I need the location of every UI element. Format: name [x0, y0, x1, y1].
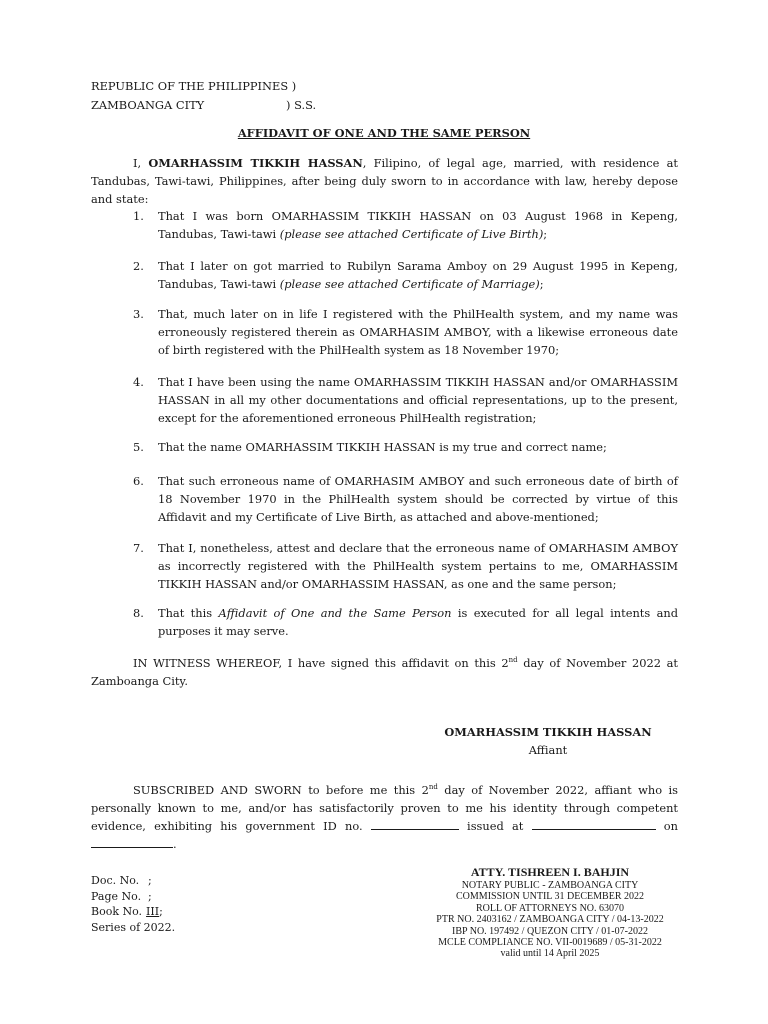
- issued-at-blank: [532, 817, 656, 830]
- intro-paragraph: [91, 154, 678, 208]
- affiant-label: Affiant: [528, 743, 568, 757]
- item-number: 8.: [133, 606, 144, 620]
- list-item: [133, 257, 678, 293]
- book-number: III: [146, 905, 160, 918]
- item-text: That such erroneous name of OMARHASIM AMBOY and such erroneous date of birth of 18 November 1970 in the PhilHealth system should be corrected by virtue of this Affidavit and my Certificate of Live Birth, as attached and above-mentioned;: [158, 474, 678, 524]
- intro-rest: , Filipino, of legal age, married, with residence at Tandubas, Tawi-tawi, Philippines, after being duly sworn to in accordance with law, hereby depose and state:: [91, 156, 678, 206]
- affiant-signature-block: [378, 723, 718, 759]
- government-id-blank: [371, 817, 459, 830]
- document-title: AFFIDAVIT OF ONE AND THE SAME PERSON: [237, 126, 531, 140]
- venue-ss: ) S.S.: [286, 97, 317, 112]
- intro-prefix: I,: [133, 156, 149, 170]
- notary-line: ROLL OF ATTORNEYS NO. 63070: [475, 902, 625, 914]
- notary-line: MCLE COMPLIANCE NO. VII-0019689 / 05-31-2022: [438, 937, 662, 949]
- list-item: [133, 207, 678, 243]
- item-number: 2.: [133, 259, 144, 273]
- page-no-row: Page No. ;: [91, 889, 152, 903]
- notary-line: NOTARY PUBLIC - ZAMBOANGA CITY: [461, 880, 639, 891]
- item-text: That I have been using the name OMARHASSIM TIKKIH HASSAN and/or OMARHASSIM HASSAN in all my other documentations and official representations, up to the present, except for the aforementioned erroneous PhilHealth registration;: [158, 375, 678, 425]
- venue-republic: REPUBLIC OF THE PHILIPPINES ): [91, 79, 297, 93]
- list-item: [133, 373, 678, 427]
- notarial-register-block: [91, 873, 175, 935]
- list-item: [133, 604, 678, 640]
- item-number: 3.: [133, 307, 144, 321]
- item-text: That I was born OMARHASSIM TIKKIH HASSAN on 03 August 1968 in Kepeng, Tandubas, Tawi-tawi (please see attached Certificate of Live Birth);: [158, 209, 678, 241]
- notary-line: PTR NO. 2403162 / ZAMBOANGA CITY / 04-13-2022: [436, 914, 664, 926]
- item-text: That the name OMARHASSIM TIKKIH HASSAN is my true and correct name;: [158, 440, 607, 454]
- notary-name: ATTY. TISHREEN I. BAHJIN: [470, 865, 630, 879]
- notary-line: IBP NO. 197492 / QUEZON CITY / 01-07-2022: [452, 925, 648, 937]
- venue-city-row: [91, 96, 317, 115]
- item-number: 1.: [133, 209, 144, 223]
- affiant-name-intro: OMARHASSIM TIKKIH HASSAN: [148, 156, 363, 170]
- venue-block: [91, 77, 317, 114]
- jurat-paragraph: SUBSCRIBED AND SWORN to before me this 2nd day of November 2022, affiant who is personally known to me, and/or has satisfactorily proven to me his identity through competent evidence, exhibiting his government ID no. issued at on .: [91, 783, 678, 851]
- issued-on-blank: [91, 835, 173, 848]
- notary-line: valid until 14 April 2025: [500, 948, 600, 960]
- item-number: 7.: [133, 541, 144, 555]
- witness-paragraph: IN WITNESS WHEREOF, I have signed this affidavit on this 2nd day of November 2022 at Zamboanga City.: [91, 656, 678, 688]
- list-item: [133, 472, 678, 526]
- venue-city: ZAMBOANGA CITY: [91, 97, 205, 112]
- item-text: That this Affidavit of One and the Same Person is executed for all legal intents and purposes it may serve.: [158, 606, 679, 638]
- list-item: [133, 305, 678, 359]
- notary-block: [380, 864, 720, 960]
- item-text: That, much later on in life I registered with the PhilHealth system, and my name was erroneously registered therein as OMARHASIM AMBOY, with a likewise erroneous date of birth registered with the PhilHealth system as 18 November 1970;: [158, 307, 678, 357]
- list-item: [133, 539, 678, 593]
- affiant-name: OMARHASSIM TIKKIH HASSAN: [444, 725, 652, 739]
- item-text: That I, nonetheless, attest and declare that the erroneous name of OMARHASIM AMBOY as incorrectly registered with the PhilHealth system pertains to me, OMARHASSIM TIKKIH HASSAN and/or OMARHASSIM HASSAN, as one and the same person;: [158, 541, 678, 591]
- item-text: That I later on got married to Rubilyn Sarama Amboy on 29 August 1995 in Kepeng, Tandubas, Tawi-tawi (please see attached Certificate of Marriage);: [158, 259, 678, 291]
- doc-no-row: Doc. No. ;: [91, 874, 152, 887]
- list-item: [133, 438, 678, 456]
- item-number: 4.: [133, 375, 144, 389]
- book-no-row: Book No. III;: [91, 905, 163, 918]
- series-row: Series of 2022.: [91, 920, 176, 934]
- notary-line: COMMISSION UNTIL 31 DECEMBER 2022: [456, 891, 644, 903]
- item-number: 5.: [133, 440, 144, 454]
- item-number: 6.: [133, 474, 144, 488]
